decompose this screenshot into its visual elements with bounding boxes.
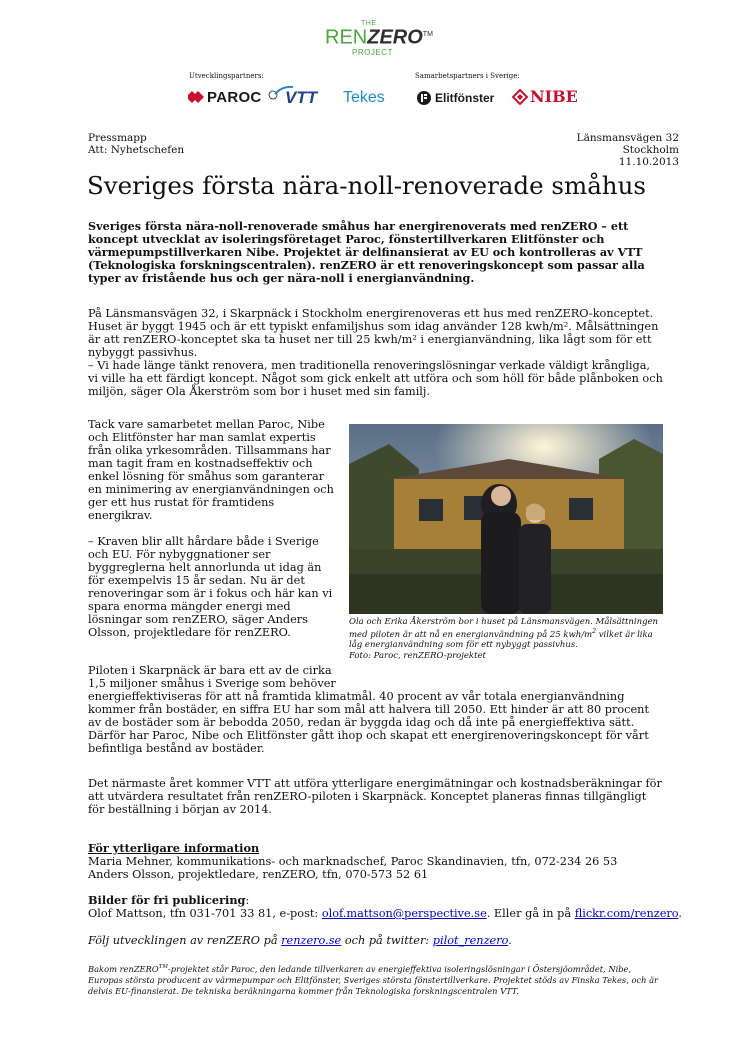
- development-partners-label: Utvecklingspartners:: [189, 72, 264, 80]
- vtt-logo: VTT: [285, 88, 318, 107]
- house-photo: [349, 424, 663, 614]
- address-city: Stockholm: [622, 144, 679, 156]
- body-paragraph-5-line-2: 1,5 miljoner småhus i Sverige som behöver: [88, 677, 336, 690]
- lead-paragraph: Sveriges första nära-noll-renoverade småhus har energirenoverats med renZERO – ett koncept utvecklat av isoleringsföretaget Paroc, fönstertillverkaren Elitfönster och värmepumpstillverkaren Nibe. Projektet är delfinansierat av EU och kontrolleras av VTT (Teknologiska forskningscentralen). renZERO är ett renoveringskoncept som passar alla typer av fristående hus och ger nära-noll i energianvändning.: [88, 219, 645, 285]
- images-contact-line: [88, 907, 688, 920]
- body-paragraph-5-rest: energieffektiviseras för att nå framtida klimatmål. 40 procent av vår totala energianvändning kommer från bostäder, en siffra EU har som mål att halvera till 2050. Ett hinder är att 80 procent av de bostäder som är bebodda 2050, redan är byggda idag och då inte på energieffektiva sätt. Därför har Paroc, Nibe och Elitfönster gått ihop och skapat ett energirenoveringskoncept för vårt befintliga bestånd av bostäder.: [88, 690, 649, 755]
- website-link[interactable]: renzero.se: [281, 934, 342, 947]
- renzero-logo: [325, 24, 433, 49]
- body-paragraph-5-text: [88, 664, 663, 755]
- press-folder-label: Pressmapp: [88, 132, 147, 144]
- body-paragraph-2: – Vi hade länge tänkt renovera, men traditionella renoveringslösningar verkade väldigt krångliga, vi ville ha ett färdigt koncept. Något som gick enkelt att utföra och som höll för både plånboken och miljön, säger Ola Åkerström som bor i huset med sin familj.: [88, 359, 663, 398]
- caption-text: Ola och Erika Åkerström bor i huset på Länsmansvägen. Målsättningen med piloten är att nå en energianvändning på 25 kwh/m: [349, 617, 659, 641]
- paroc-diamond-icon: [188, 88, 206, 106]
- email-link[interactable]: olof.mattson@perspective.se: [321, 907, 487, 920]
- page-title: Sveriges första nära-noll-renoverade småhus: [87, 171, 646, 200]
- elitfonster-emblem-icon: [416, 90, 432, 106]
- images-contact-mid: . Eller gå in på: [486, 907, 575, 920]
- logo-ren-text: REN: [325, 26, 368, 49]
- body-paragraph-1: På Länsmansvägen 32, i Skarpnäck i Stockholm energirenoveras ett hus med renZERO-konceptet. Huset är byggt 1945 och är ett typiskt enfamiljshus som idag använder 128 kwh/m². Målsättningen är att renZERO-konceptet ska ta huset ner till 25 kwh/m² i energianvändning, lika lågt som för ett nybyggt passivhus.: [88, 307, 659, 359]
- body-paragraph-3: Tack vare samarbetet mellan Paroc, Nibe och Elitfönster har man samlat expertis från olika yrkesområden. Tillsammans har man tagit fram en kostnadseffektiv och enkel lösning för småhus som garanterar en minimering av energianvändningen och ger ett hus rustat för framtidens energikrav.: [88, 418, 334, 522]
- twitter-link[interactable]: pilot_renzero: [432, 934, 509, 947]
- body-paragraph-5-line-1: Piloten i Skarpnäck är bara ett av de cirka: [88, 664, 332, 677]
- attention-label: Att: Nyhetschefen: [88, 144, 185, 156]
- elitfonster-logo: Elitfönster: [435, 91, 495, 105]
- address-street: Länsmansvägen 32: [576, 132, 679, 144]
- follow-end: .: [508, 934, 512, 947]
- cooperation-partners-label: Samarbetspartners i Sverige:: [415, 72, 520, 80]
- caption-superscript: 2: [592, 628, 597, 636]
- logo-project-text: PROJECT: [352, 48, 393, 57]
- follow-text: Följ utvecklingen av renZERO på: [88, 934, 282, 947]
- images-heading-colon: :: [245, 894, 250, 907]
- contact-maria: Maria Mehner, kommunikations- och marknadschef, Paroc Skandinavien, tfn, 072-234 26 53: [88, 855, 618, 868]
- press-date: 11.10.2013: [618, 156, 679, 168]
- footnote-tm: TM: [158, 964, 168, 970]
- images-contact-end: .: [678, 907, 682, 920]
- footnote: [88, 962, 663, 997]
- photo-credit: Foto: Paroc, renZERO-projektet: [349, 650, 486, 661]
- logo-tm-mark: TM: [422, 31, 433, 38]
- body-paragraph-6: Det närmaste året kommer VTT att utföra ytterligare energimätningar och kostnadsberäkningar för att utvärdera resultatet från renZERO-piloten i Skarpnäck. Konceptet planeras finnas tillgängligt för beställning i början av 2014.: [88, 777, 662, 816]
- logo-the-text: THE: [361, 20, 377, 27]
- paroc-logo: PAROC: [207, 89, 262, 106]
- images-contact-text: Olof Mattson, tfn 031-701 33 81, e-post:: [88, 907, 322, 920]
- logo-zero-text: ZERO: [367, 26, 423, 49]
- footnote-pre: Bakom renZERO: [88, 963, 159, 974]
- nibe-diamond-icon: [512, 89, 528, 105]
- body-paragraph-4: – Kraven blir allt hårdare både i Sverige och EU. För nybyggnationer ser byggreglerna helt annorlunda ut idag än för exempelvis 15 år sedan. Nu är det renoveringar som är i fokus och här kan vi spara enorma mängder energi med lösningar som renZERO, säger Anders Olsson, projektledare för renZERO.: [88, 535, 333, 639]
- flickr-link[interactable]: flickr.com/renzero: [574, 907, 679, 920]
- more-info-heading: För ytterligare information: [88, 841, 260, 855]
- footnote-text: -projektet står Paroc, den ledande tillverkaren av energieffektiva isoleringslösningar i Östersjöområdet, Nibe, Europas största producent av värmepumpar och Elitfönster, Sveriges största fönstertillverkare. Projektet stöds av Finska Tekes, och är delvis EU-finansierat. De tekniska beräkningarna kommer från Teknologiska forskningscentralen VTT.: [88, 963, 659, 996]
- tekes-logo: Tekes: [343, 89, 385, 106]
- caption-text-continued: vilket är lika låg energianvändning som för ett nybyggt passivhus.: [349, 630, 653, 651]
- photo-caption: [349, 617, 663, 661]
- follow-line: [88, 934, 512, 947]
- nibe-logo: NIBE: [530, 87, 578, 106]
- contact-anders: Anders Olsson, projektledare, renZERO, tfn, 070-573 52 61: [88, 868, 429, 881]
- images-heading: Bilder för fri publicering: [88, 893, 246, 907]
- follow-mid: och på twitter:: [341, 934, 433, 947]
- images-heading-line: [88, 894, 249, 907]
